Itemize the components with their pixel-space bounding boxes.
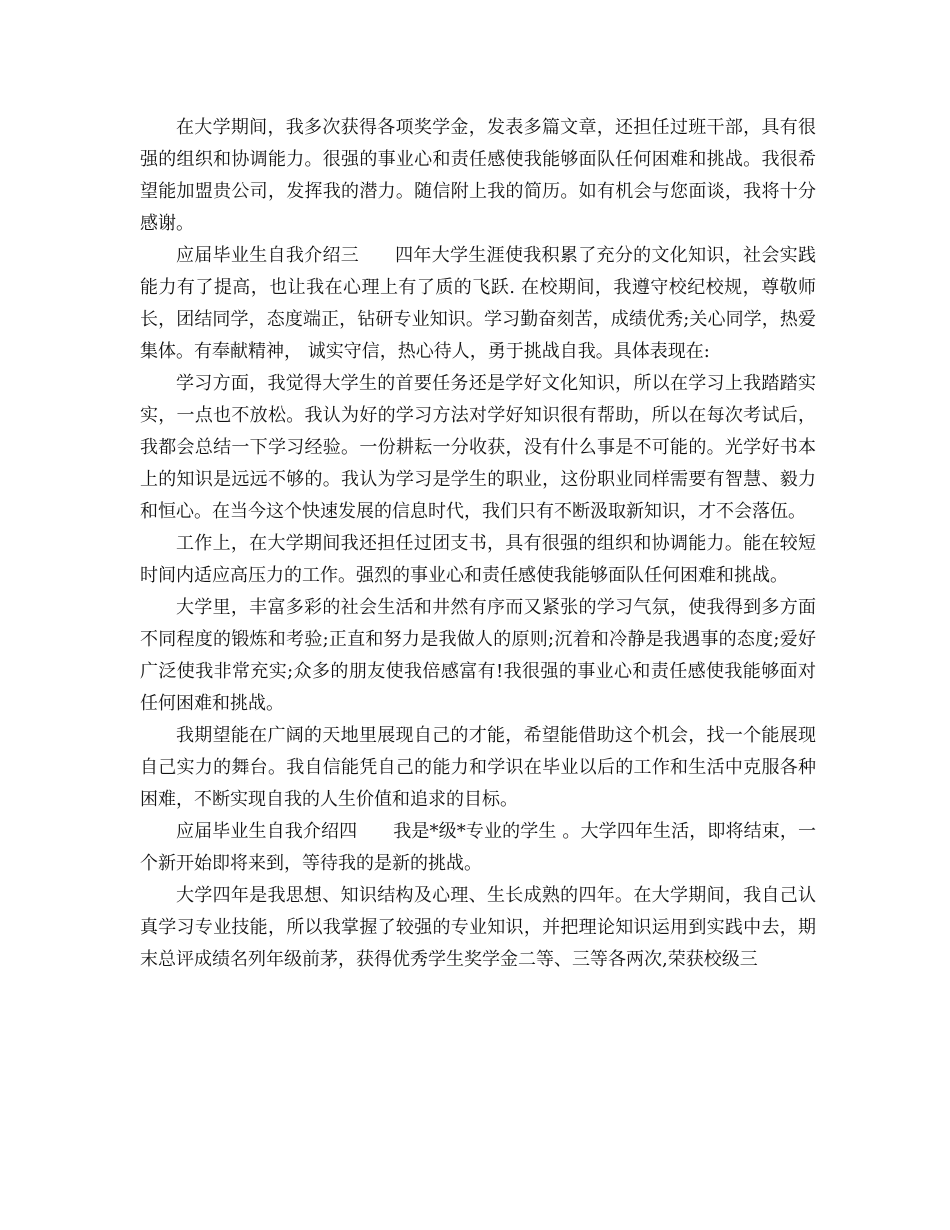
section-heading-intro-three: 应届毕业生自我介绍三 bbox=[176, 245, 360, 266]
section-text-intro-four: 我是*级*专业的学生 。大学四年生活，即将结束，一个新开始即将来到，等待我的是新的挑战。 bbox=[140, 821, 816, 874]
paragraph-university-life: 大学里，丰富多彩的社会生活和井然有序而又紧张的学习气氛，使我得到多方面不同程度的锻炼和考验;正直和努力是我做人的原则;沉着和冷静是我遇事的态度;爱好广泛使我非常充实;众多的朋友使我倍感富有!我很强的事业心和责任感使我能够面对任何困难和挑战。 bbox=[140, 597, 816, 714]
section-text-intro-three: 四年大学生涯使我积累了充分的文化知识，社会实践能力有了提高，也让我在心理上有了质的飞跃. 在校期间，我遵守校纪校规，尊敬师长，团结同学，态度端正，钻研专业知识。学习勤奋刻苦，成绩优秀;关心同学，热爱集体。有奉献精神， 诚实守信，热心待人，勇于挑战自我。具体表现在: bbox=[140, 245, 816, 362]
paragraph-work: 工作上，在大学期间我还担任过团支书，具有很强的组织和协调能力。能在较短时间内适应高压力的工作。强烈的事业心和责任感使我能够面队任何困难和挑战。 bbox=[140, 533, 816, 586]
paragraph-intro-four bbox=[140, 816, 816, 880]
paragraph-study: 学习方面，我觉得大学生的首要任务还是学好文化知识，所以在学习上我踏踏实实，一点也不放松。我认为好的学习方法对学好知识很有帮助，所以在每次考试后，我都会总结一下学习经验。一份耕耘一分收获，没有什么事是不可能的。光学好书本上的知识是远远不够的。我认为学习是学生的职业，这份职业同样需要有智慧、毅力和恒心。在当今这个快速发展的信息时代，我们只有不断汲取新知识，才不会落伍。 bbox=[140, 373, 816, 522]
paragraph-aspiration: 我期望能在广阔的天地里展现自己的才能，希望能借助这个机会，找一个能展现自己实力的舞台。我自信能凭自己的能力和学识在毕业以后的工作和生活中克服各种困难，不断实现自我的人生价值和追求的目标。 bbox=[140, 725, 816, 810]
paragraph-four-years: 大学四年是我思想、知识结构及心理、生长成熟的四年。在大学期间，我自己认真学习专业技能，所以我掌握了较强的专业知识，并把理论知识运用到实践中去，期末总评成绩名列年级前茅，获得优秀学生奖学金二等、三等各两次,荣获校级三 bbox=[140, 885, 816, 970]
document-body bbox=[140, 112, 816, 976]
paragraph-intro-three bbox=[140, 240, 816, 368]
section-heading-intro-four: 应届毕业生自我介绍四 bbox=[176, 821, 358, 842]
paragraph-scholarship: 在大学期间，我多次获得各项奖学金，发表多篇文章，还担任过班干部，具有很强的组织和协调能力。很强的事业心和责任感使我能够面队任何困难和挑战。我很希望能加盟贵公司，发挥我的潜力。随信附上我的简历。如有机会与您面谈，我将十分感谢。 bbox=[140, 117, 816, 234]
